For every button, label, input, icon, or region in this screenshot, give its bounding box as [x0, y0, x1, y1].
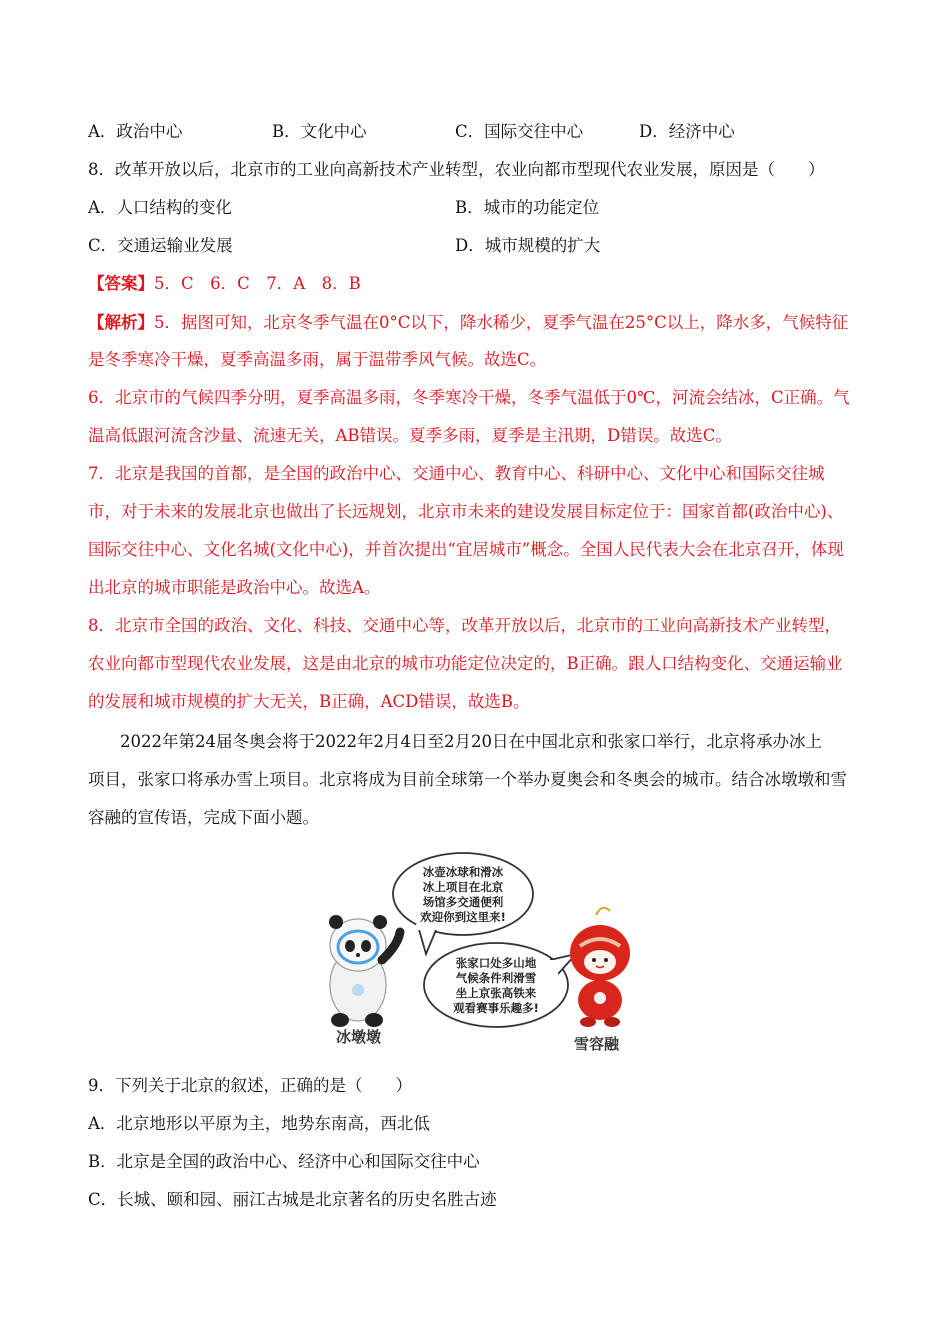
bubble1-line: 冰壶冰球和滑冰 [422, 865, 504, 879]
analysis-line: 6．北京市的气候四季分明，夏季高温多雨，冬季寒冷干燥，冬季气温低于0℃，河流会结冰，C正确。气 [88, 388, 850, 407]
q9-option-b: B．北京是全国的政治中心、经济中心和国际交往中心 [88, 1152, 480, 1171]
q7-option-d: D．经济中心 [639, 122, 735, 141]
q9-option-a: A．北京地形以平原为主，地势东南高，西北低 [88, 1114, 430, 1133]
analysis-line: 7．北京是我国的首都，是全国的政治中心、交通中心、教育中心、科研中心、文化中心和国际交往城 [88, 464, 825, 483]
answer-tag: 【答案】 [88, 274, 154, 293]
passage-line: 项目，张家口将承办雪上项目。北京将成为目前全球第一个举办夏奥会和冬奥会的城市。结合冰墩墩和雪 [88, 770, 847, 789]
analysis-line [88, 312, 848, 334]
answer-text: 5．C 6．C 7．A 8．B [154, 274, 361, 293]
q8-option-d: D．城市规模的扩大 [455, 236, 601, 255]
analysis-line: 出北京的城市职能是政治中心。故选A。 [88, 578, 381, 597]
shuey-rhon-rhon-icon [570, 908, 630, 1027]
bing-dwen-dwen-icon [329, 915, 400, 1027]
speech-bubble-bing-dwen-dwen [393, 853, 533, 954]
q9-option-c: C．长城、颐和园、丽江古城是北京著名的历史名胜古迹 [88, 1190, 497, 1209]
q7-option-a: A．政治中心 [88, 122, 183, 141]
analysis-line: 温高低跟河流含沙量、流速无关，AB错误。夏季多雨，夏季是主汛期，D错误。故选C。 [88, 426, 732, 445]
bubble2-line: 气候条件利滑雪 [455, 971, 537, 985]
analysis-line: 的发展和城市规模的扩大无关，B正确，ACD错误，故选B。 [88, 692, 530, 711]
caption-bing-dwen-dwen: 冰墩墩 [336, 1028, 382, 1046]
passage-line: 容融的宣传语，完成下面小题。 [88, 808, 319, 827]
analysis-text: 5．据图可知，北京冬季气温在0°C以下，降水稀少，夏季气温在25°C以上，降水多，气候特征 [154, 313, 849, 332]
caption-shuey-rhon-rhon: 雪容融 [574, 1035, 620, 1053]
mascot-figure [318, 850, 640, 1060]
analysis-tag: 【解析】 [88, 313, 154, 332]
q7-option-c: C．国际交往中心 [455, 122, 584, 141]
q8-option-a: A．人口结构的变化 [88, 198, 232, 217]
bubble1-line: 场馆多交通便利 [422, 895, 504, 909]
analysis-line: 农业向都市型现代农业发展，这是由北京的城市功能定位决定的，B正确。跟人口结构变化、交通运输业 [88, 654, 843, 673]
bubble1-line: 欢迎你到这里来! [420, 910, 506, 924]
analysis-line: 8．北京市全国的政治、文化、科技、交通中心等，改革开放以后，北京市的工业向高新技术产业转型， [88, 616, 841, 635]
bubble1-line: 冰上项目在北京 [422, 880, 504, 894]
q7-option-b: B．文化中心 [272, 122, 367, 141]
bubble2-line: 观看赛事乐趣多! [453, 1001, 539, 1015]
analysis-line: 市，对于未来的发展北京也做出了长远规划，北京市未来的建设发展目标定位于：国家首都(政治中心)、 [88, 502, 844, 521]
q8-option-b: B．城市的功能定位 [455, 198, 600, 217]
bubble2-line: 张家口处多山地 [455, 956, 537, 970]
q8-option-c: C．交通运输业发展 [88, 236, 233, 255]
speech-bubble-shuey-rhon-rhon [424, 943, 576, 1027]
answer-line [88, 273, 361, 295]
q8-stem: 8．改革开放以后，北京市的工业向高新技术产业转型，农业向都市型现代农业发展，原因是（ ） [88, 160, 825, 179]
analysis-line: 是冬季寒冷干燥，夏季高温多雨，属于温带季风气候。故选C。 [88, 350, 547, 369]
passage-line: 2022年第24届冬奥会将于2022年2月4日至2月20日在中国北京和张家口举行，北京将承办冰上 [120, 732, 822, 751]
bubble2-line: 坐上京张高铁来 [455, 986, 537, 1000]
analysis-line: 国际交往中心、文化名城(文化中心)，并首次提出“宜居城市”概念。全国人民代表大会在北京召开，体现 [88, 540, 844, 559]
q9-stem: 9．下列关于北京的叙述，正确的是（ ） [88, 1076, 412, 1095]
